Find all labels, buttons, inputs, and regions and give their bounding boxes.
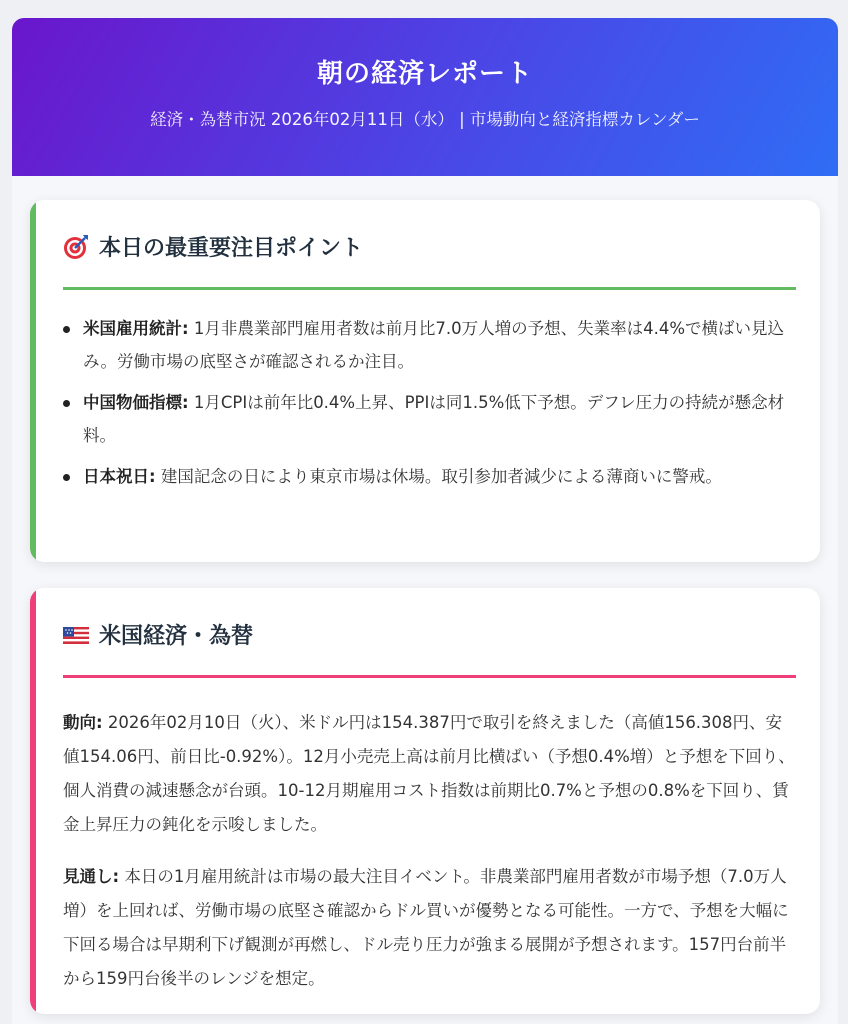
- key-points-title: 本日の最重要注目ポイント: [99, 236, 364, 261]
- us-economy-body: [63, 678, 796, 996]
- us-flag-icon: [63, 622, 89, 648]
- outlook-paragraph: [63, 860, 796, 996]
- outlook-text: 本日の1月雇用統計は市場の最大注目イベント。非農業部門雇用者数が市場予想（7.0万人増）を上回れば、労働市場の底堅さ確認からドル買いが優勢となる可能性。一方で、予想を大幅に下回る場合は早期利下げ観測が再燃し、ドル売り圧力が強まる展開が予想されます。157円台前半から159円台後半のレンジを想定。: [63, 867, 789, 988]
- target-icon: [63, 234, 89, 260]
- trend-paragraph: [63, 706, 796, 842]
- point-label: 米国雇用統計:: [83, 319, 189, 338]
- key-points-heading: [63, 200, 796, 290]
- page-title: 朝の経済レポート: [316, 59, 533, 89]
- trend-label: 動向:: [63, 713, 103, 732]
- report-header: [12, 18, 838, 176]
- trend-text: 2026年02月10日（火）、米ドル円は154.387円で取引を終えました（高値156.308円、安値154.06円、前日比-0.92%）。12月小売売上高は前月比横ばい（予想0.4%増）と予想を下回り、個人消費の減速懸念が台頭。10-12月期雇用コスト指数は前期比0.7%と予想の0.8%を下回り、賃金上昇圧力の鈍化を示唆しました。: [63, 713, 795, 834]
- point-text: 建国記念の日により東京市場は休場。取引参加者減少による薄商いに警戒。: [155, 467, 722, 486]
- key-points-card: [30, 200, 820, 562]
- us-economy-heading: [63, 588, 796, 678]
- point-label: 中国物価指標:: [83, 393, 189, 412]
- list-item: [63, 386, 796, 452]
- key-points-list: [63, 312, 796, 493]
- point-text: 1月非農業部門雇用者数は前月比7.0万人増の予想、失業率は4.4%で横ばい見込み。労働市場の底堅さが確認されるか注目。: [83, 319, 785, 371]
- report-container: [12, 18, 838, 1024]
- page-subtitle: 経済・為替市況 2026年02月11日（水） | 市場動向と経済指標カレンダー: [150, 110, 700, 129]
- outlook-label: 見通し:: [63, 867, 120, 886]
- point-text: 1月CPIは前年比0.4%上昇、PPIは同1.5%低下予想。デフレ圧力の持続が懸念材料。: [83, 393, 785, 445]
- list-item: [63, 460, 796, 493]
- us-economy-title: 米国経済・為替: [99, 624, 254, 649]
- list-item: [63, 312, 796, 378]
- us-economy-card: [30, 588, 820, 1014]
- point-label: 日本祝日:: [83, 467, 156, 486]
